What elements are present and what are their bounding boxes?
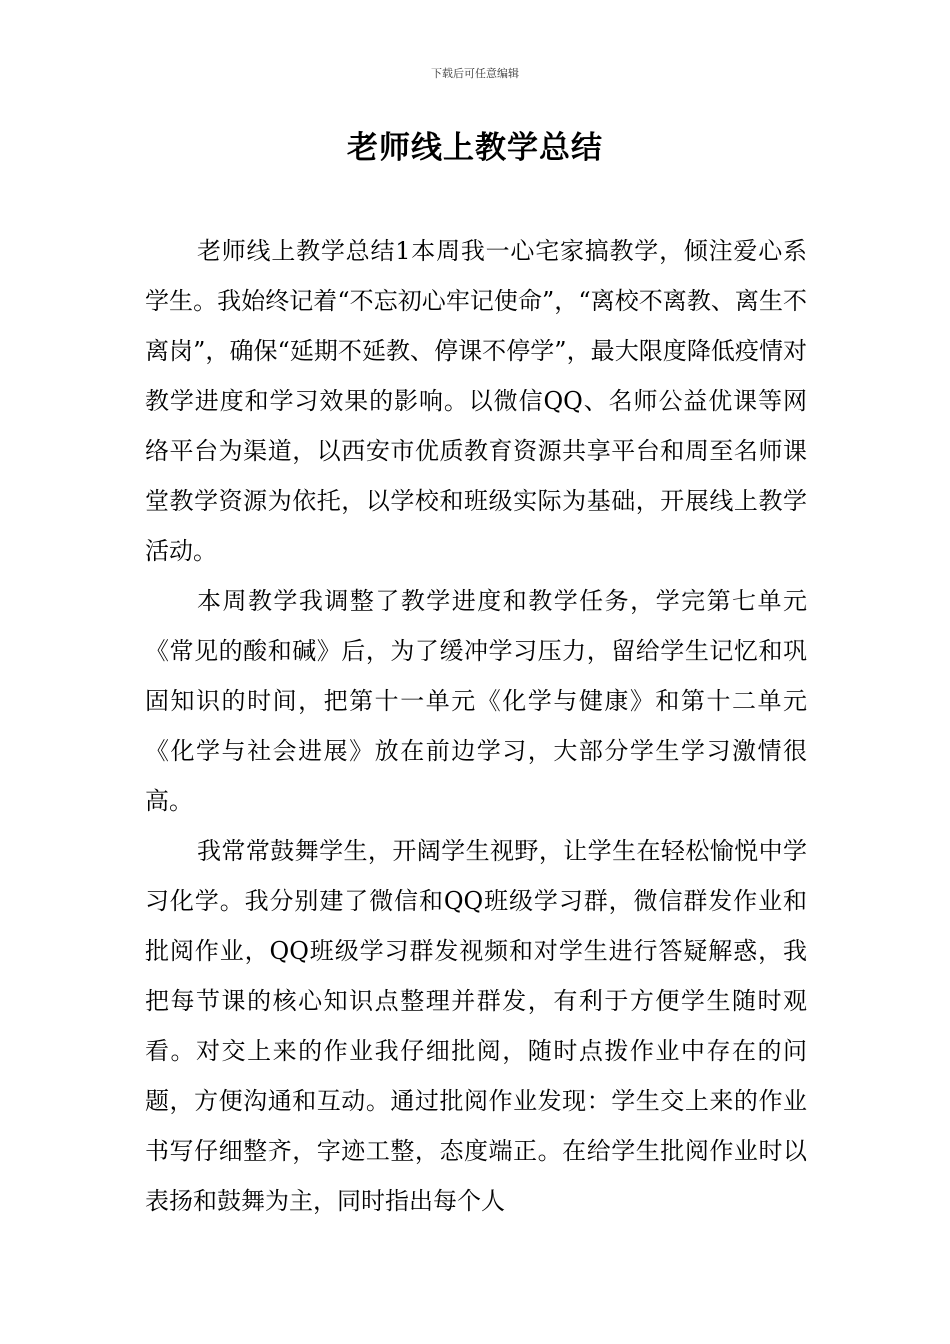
paragraph-2: 本周教学我调整了教学进度和教学任务，学完第七单元《常见的酸和碱》后，为了缓冲学习压力，留给学生记忆和巩固知识的时间，把第十一单元《化学与健康》和第十二单元《化学与社会进展》放在前边学习，大部分学生学习激情很高。 [145,587,807,815]
document-title: 老师线上教学总结 [347,130,603,166]
document-body [145,226,807,1226]
header-note: 下载后可任意编辑 [431,67,519,80]
paragraph-1: 老师线上教学总结1本周我一心宅家搞教学，倾注爱心系学生。我始终记着“不忘初心牢记使命”，“离校不离教、离生不离岗”，确保“延期不延教、停课不停学”，最大限度降低疫情对教学进度和学习效果的影响。以微信QQ、名师公益优课等网络平台为渠道，以西安市优质教育资源共享平台和周至名师课堂教学资源为依托，以学校和班级实际为基础，开展线上教学活动。 [145,237,807,565]
paragraph-3: 我常常鼓舞学生，开阔学生视野，让学生在轻松愉悦中学习化学。我分别建了微信和QQ班级学习群，微信群发作业和批阅作业，QQ班级学习群发视频和对学生进行答疑解惑，我把每节课的核心知识点整理并群发，有利于方便学生随时观看。对交上来的作业我仔细批阅，随时点拨作业中存在的问题，方便沟通和互动。通过批阅作业发现：学生交上来的作业书写仔细整齐，字迹工整，态度端正。在给学生批阅作业时以表扬和鼓舞为主，同时指出每个人 [145,837,807,1215]
